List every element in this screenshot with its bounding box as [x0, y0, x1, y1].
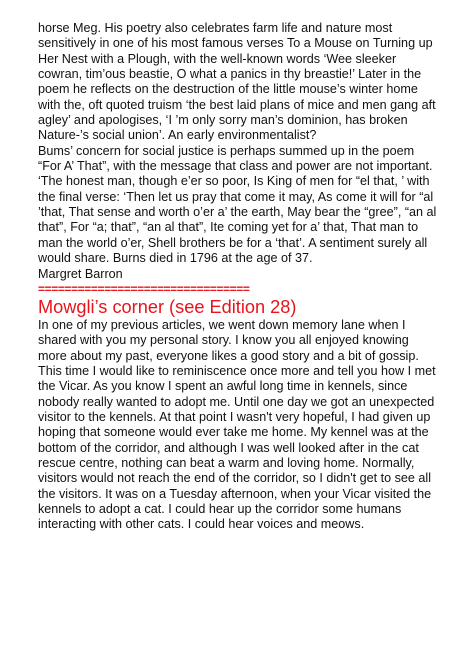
mowgli-corner-heading: Mowgli’s corner (see Edition 28) — [38, 296, 297, 317]
burns-article-paragraph-2: Bums’ concern for social justice is perhaps summed up in the poem “For A’ That”, with the message that class and power are not important. ‘The honest man, though e’er so poor, Is King of men for “el that, ’ with the final verse: ‘Then let us pray that come it may, As come it will for “al ’that, That sense and worth o’er a’ the earth, May bear the “gree”, “an al that”, For “a; that”, “an al that”, Ite coming yet for a’ that, That man to man the world o’er, Shell brothers be for a ‘that’. A sentiment surely all would share. Burns died in 1796 at the age of 37. — [38, 143, 437, 266]
burns-article-paragraph-1: horse Meg. His poetry also celebrates farm life and nature most sensitively in one of his most famous verses To a Mouse on Turning up Her Nest with a Plough, with the well-known words ‘Wee sleeker cowran, tim’ous beastie, O what a panics in thy breastie!’ Later in the poem he reflects on the destruction of the little mouse’s winter home with the, oft quoted truism ‘the best laid plans of mice and men gang aft agley’ and apologises, ‘I ’m only sorry man’s dominion, has broken Nature-’s social union’. An early environmentalist? — [38, 21, 436, 143]
article-author: Margret Barron — [38, 266, 123, 281]
section-separator: ================================ — [38, 283, 250, 294]
mowgli-corner-body: In one of my previous articles, we went down memory lane when I shared with you my personal story. I know you all enjoyed knowing more about my past, everyone likes a good story and a bit of gossip. This time I would like to reminiscence once more and tell you how I met the Vicar. As you know I spent an awful long time in kennels, since nobody really wanted to adopt me. Until one day we got an unexpected visitor to the kennels. At that point I wasn't very hopeful, I had given up hoping that someone would ever take me home. My kennel was at the bottom of the corridor, and although I was well looked after in the cat rescue centre, nothing can beat a warm and loving home. Normally, visitors would not reach the end of the corridor, so I didn't get to see all the visitors. It was on a Tuesday afternoon, when your Vicar visited the kennels to adopt a cat. I could hear up the corridor some humans interacting with other cats. I could hear voices and meows. — [38, 317, 436, 532]
newsletter-page — [38, 21, 438, 533]
